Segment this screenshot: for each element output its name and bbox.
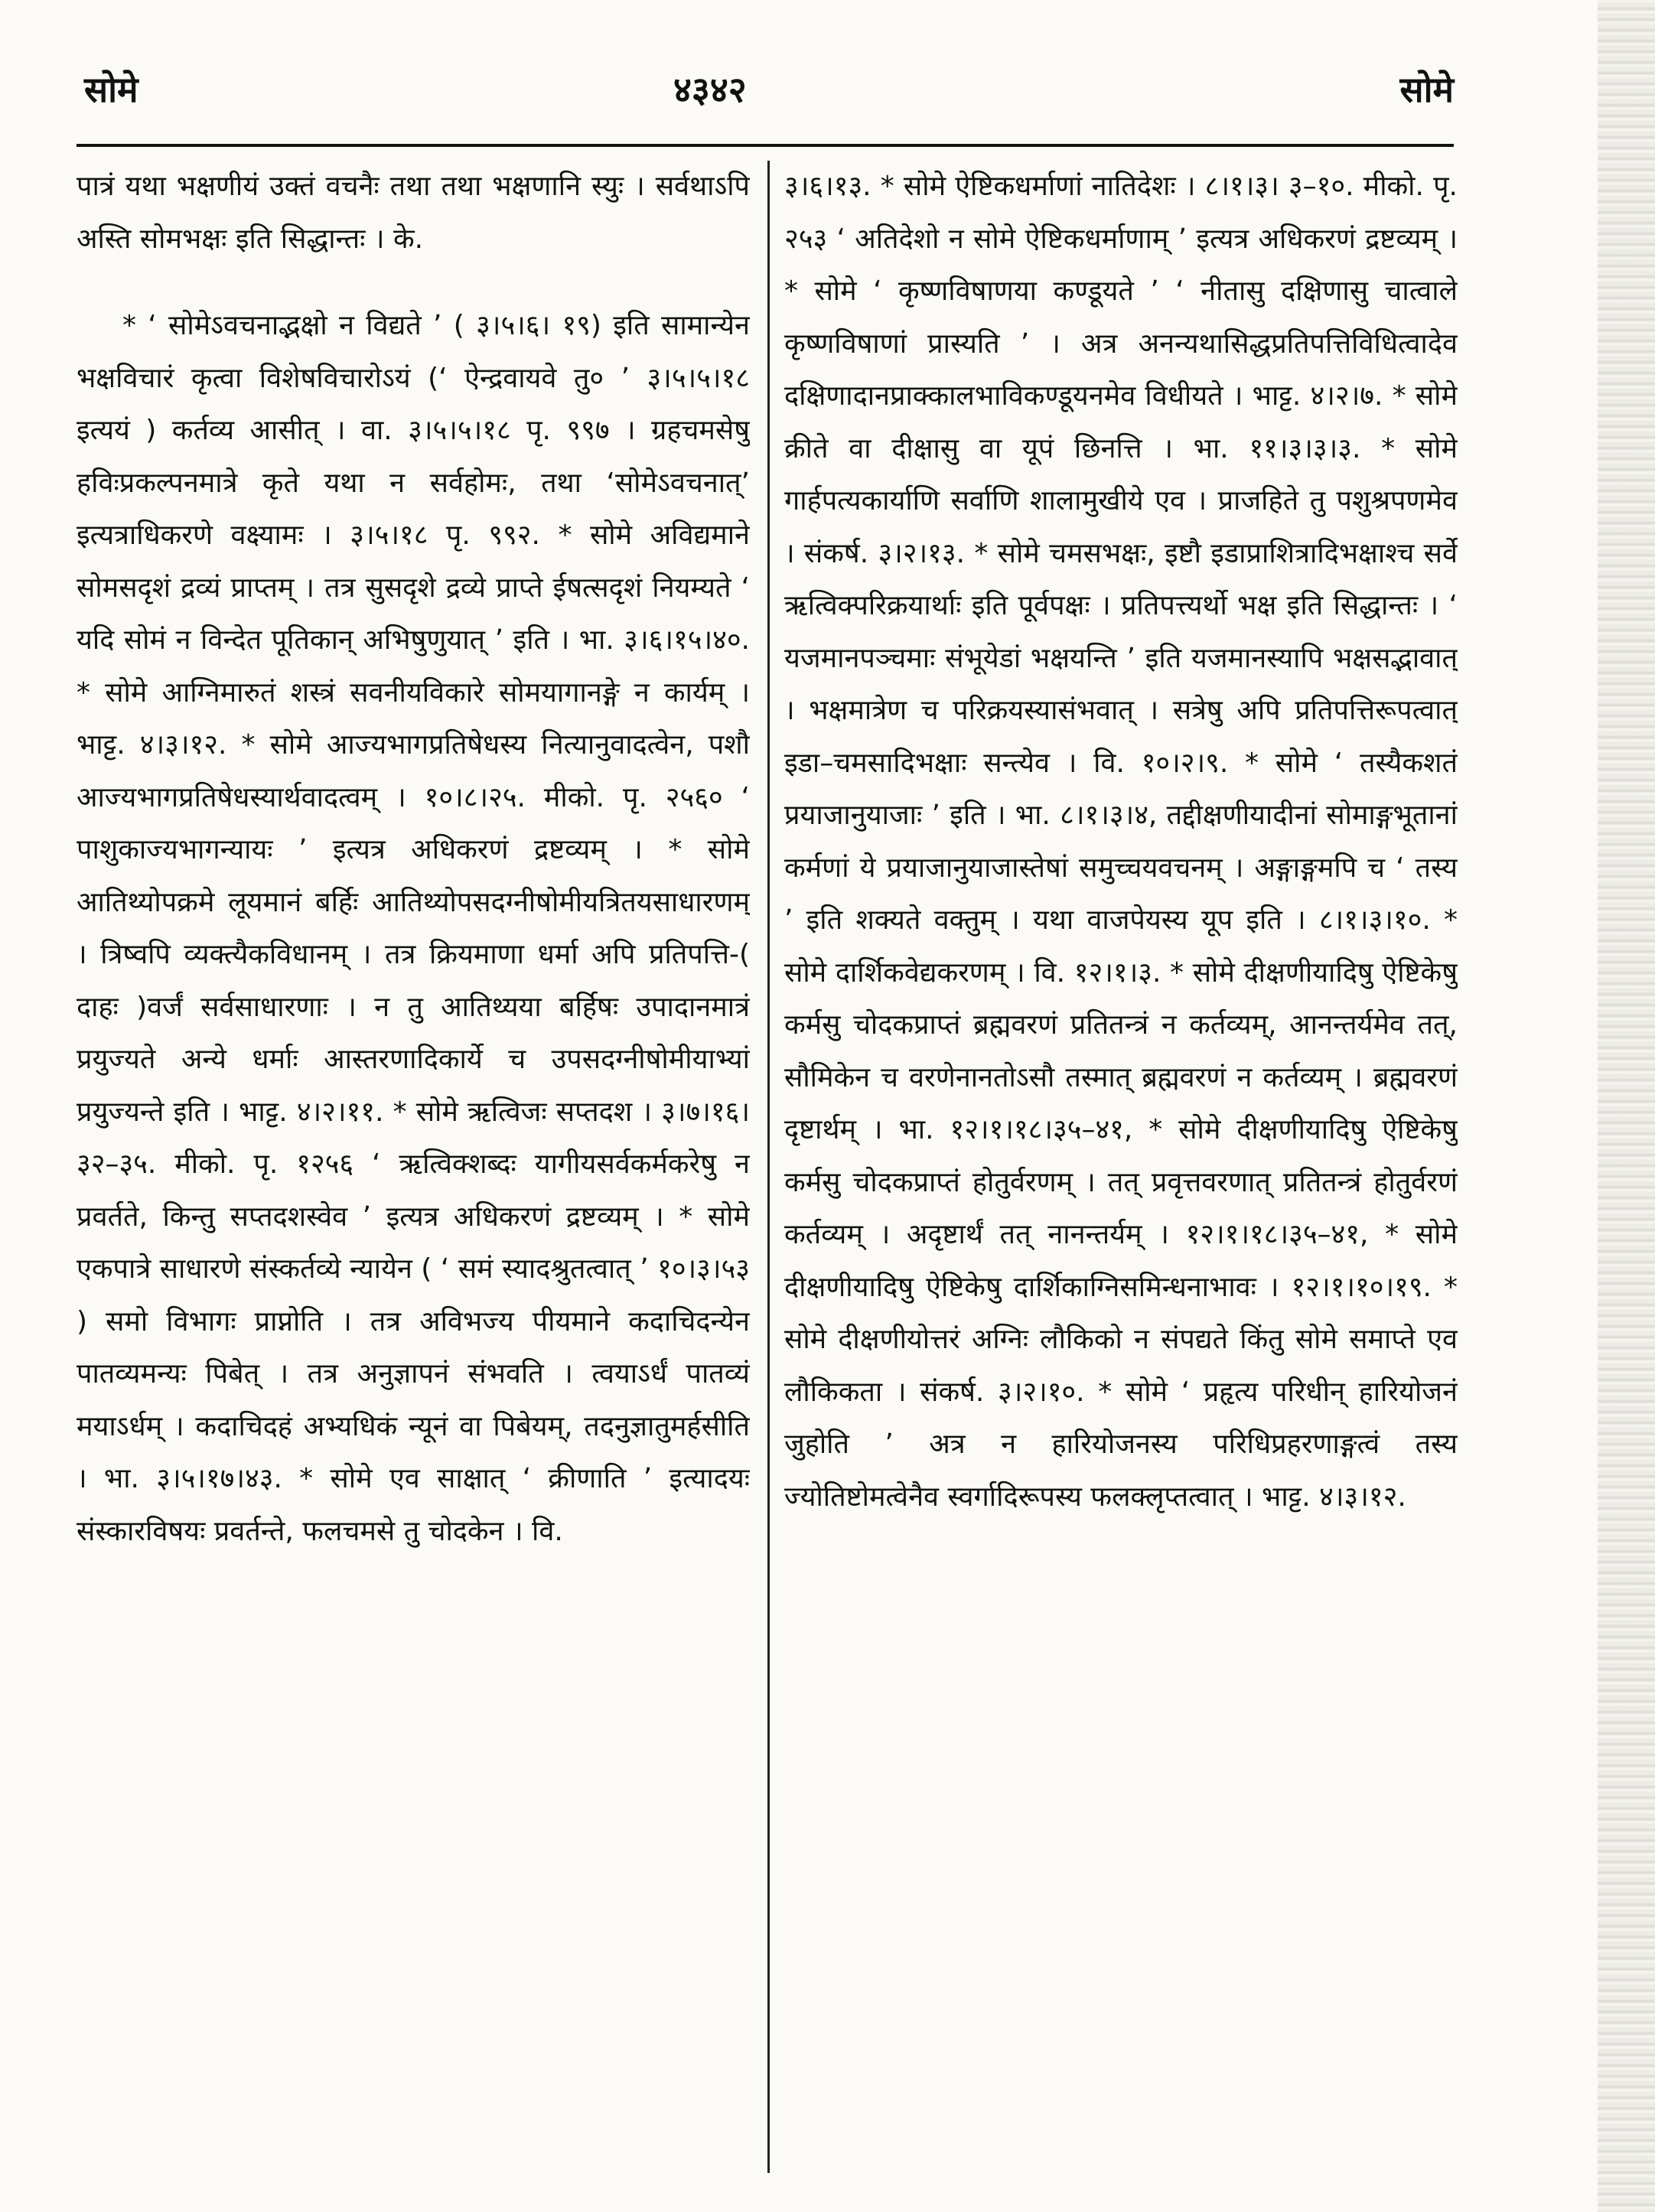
left-paragraph-1: पात्रं यथा भक्षणीयं उक्तं वचनैः तथा तथा भक्षणानि स्युः । सर्वथाऽपि अस्ति सोमभक्षः इति सिद्धान्तः । के.: [77, 171, 750, 255]
right-column: [784, 161, 1458, 2181]
page-number: ४३४२: [673, 69, 747, 110]
page-header: [61, 65, 1454, 134]
scan-edge: [1598, 0, 1655, 2212]
right-paragraph: ३।६।१३. * सोमे ऐष्टिकधर्माणां नातिदेशः । ८।१।३। ३–१०. मीको. पृ. २५३ ‘ अतिदेशो न सोमे ऐष्टिकधर्माणाम् ’ इत्यत्र अधिकरणं द्रष्टव्यम् । * सोमे ‘ कृष्णविषाणया कण्डूयते ’ ‘ नीतासु दक्षिणासु चात्वाले कृष्णविषाणां प्रास्यति ’ । अत्र अनन्यथासिद्धप्रतिपत्तिविधित्वादेव दक्षिणादानप्राक्कालभाविकण्डूयनमेव विधीयते । भाट्ट. ४।२।७. * सोमे क्रीते वा दीक्षासु वा यूपं छिनत्ति । भा. ११।३।३।३. * सोमे गार्हपत्यकार्याणि सर्वाणि शालामुखीये एव । प्राजहिते तु पशुश्रपणमेव । संकर्ष. ३।२।१३. * सोमे चमसभक्षः, इष्टौ इडाप्राशित्रादिभक्षाश्च सर्वे ऋत्विक्परिक्रयार्थाः इति पूर्वपक्षः । प्रतिपत्त्यर्थो भक्ष इति सिद्धान्तः । ‘ यजमानपञ्चमाः संभूयेडां भक्षयन्ति ’ इति यजमानस्यापि भक्षसद्भावात् । भक्षमात्रेण च परिक्रयस्यासंभवात् । सत्रेषु अपि प्रतिपत्तिरूपत्वात् इडा–चमसादिभक्षाः सन्त्येव । वि. १०।२।९. * सोमे ‘ तस्यैकशतं प्रयाजानुयाजाः ’ इति । भा. ८।१।३।४, तद्दीक्षणीयादीनां सोमाङ्गभूतानां कर्मणां ये प्रयाजानुयाजास्तेषां समुच्चयवचनम् । अङ्गाङ्गमपि च ‘ तस्य ’ इति शक्यते वक्तुम् । यथा वाजपेयस्य यूप इति । ८।१।३।१०. * सोमे दार्शिकवेद्यकरणम् । वि. १२।१।३. * सोमे दीक्षणीयादिषु ऐष्टिकेषु कर्मसु चोदकप्राप्तं ब्रह्मवरणं प्रतितन्त्रं न कर्तव्यम्, आनन्तर्यमेव तत्, सौमिकेन च वरणेनानतोऽसौ तस्मात् ब्रह्मवरणं न कर्तव्यम् । ब्रह्मवरणं दृष्टार्थम् । भा. १२।१।१८।३५–४१, * सोमे दीक्षणीयादिषु ऐष्टिकेषु कर्मसु चोदकप्राप्तं होतुर्वरणम् । तत् प्रवृत्तवरणात् प्रतितन्त्रं होतुर्वरणं कर्तव्यम् । अदृष्टार्थं तत् नानन्तर्यम् । १२।१।१८।३५–४१, * सोमे दीक्षणीयादिषु ऐष्टिकेषु दार्शिकाग्निसमिन्धनाभावः । १२।१।१०।१९. * सोमे दीक्षणीयोत्तरं अग्निः लौकिको न संपद्यते किंतु सोमे समाप्ते एव लौकिकता । संकर्ष. ३।२।१०. * सोमे ‘ प्रहृत्य परिधीन् हारियोजनं जुहोति ’ अत्र न हारियोजनस्य परिधिप्रहरणाङ्गत्वं तस्य ज्योतिष्टोमत्वेनैव स्वर्गादिरूपस्य फलक्लृप्तत्वात् । भाट्ट. ४।३।१२.: [784, 171, 1458, 1513]
running-head-left: सोमे: [84, 69, 138, 110]
running-head-right: सोमे: [1399, 69, 1454, 110]
header-rule: [77, 144, 1454, 147]
left-column: [77, 161, 750, 2181]
column-divider: [767, 161, 770, 2173]
left-paragraph-2: * ‘ सोमेऽवचनाद्भक्षो न विद्यते ’ ( ३।५।६। १९) इति सामान्येन भक्षविचारं कृत्वा विशेषविचारोऽयं (‘ ऐन्द्रवायवे तु० ’ ३।५।५।१८ इत्ययं ) कर्तव्य आसीत् । वा. ३।५।५।१८ पृ. ९९७ । ग्रहचमसेषु हविःप्रकल्पनमात्रे कृते यथा न सर्वहोमः, तथा ‘सोमेऽवचनात्’ इत्यत्राधिकरणे वक्ष्यामः । ३।५।१८ पृ. ९९२. * सोमे अविद्यमाने सोमसदृशं द्रव्यं प्राप्तम् । तत्र सुसदृशे द्रव्ये प्राप्ते ईषत्सदृशं नियम्यते ‘ यदि सोमं न विन्देत पूतिकान् अभिषुणुयात् ’ इति । भा. ३।६।१५।४०. * सोमे आग्निमारुतं शस्त्रं सवनीयविकारे सोमयागानङ्गे न कार्यम् । भाट्ट. ४।३।१२. * सोमे आज्यभागप्रतिषेधस्य नित्यानुवादत्वेन, पशौ आज्यभागप्रतिषेधस्यार्थवादत्वम् । १०।८।२५. मीको. पृ. २५६० ‘ पाशुकाज्यभागन्यायः ’ इत्यत्र अधिकरणं द्रष्टव्यम् । * सोमे आतिथ्योपक्रमे लूयमानं बर्हिः आतिथ्योपसदग्नीषोमीयत्रितयसाधारणम् । त्रिष्वपि व्यक्त्यैकविधानम् । तत्र क्रियमाणा धर्मा अपि प्रतिपत्ति-( दाहः )वर्जं सर्वसाधारणाः । न तु आतिथ्यया बर्हिषः उपादानमात्रं प्रयुज्यते अन्ये धर्माः आस्तरणादिकार्ये च उपसदग्नीषोमीयाभ्यां प्रयुज्यन्ते इति । भाट्ट. ४।२।११. * सोमे ऋत्विजः सप्तदश । ३।७।१६।३२–३५. मीको. पृ. १२५६ ‘ ऋत्विक्शब्दः यागीयसर्वकर्मकरेषु न प्रवर्तते, किन्तु सप्तदशस्वेव ’ इत्यत्र अधिकरणं द्रष्टव्यम् । * सोमे एकपात्रे साधारणे संस्कर्तव्ये न्यायेन ( ‘ समं स्यादश्रुतत्वात् ’ १०।३।५३ ) समो विभागः प्राप्नोति । तत्र अविभज्य पीयमाने कदाचिदन्येन पातव्यमन्यः पिबेत् । तत्र अनुज्ञापनं संभवति । त्वयाऽर्धं पातव्यं मयाऽर्धम् । कदाचिदहं अभ्यधिकं न्यूनं वा पिबेयम्, तदनुज्ञातुमर्हसीति । भा. ३।५।१७।४३. * सोमे एव साक्षात् ‘ क्रीणाति ’ इत्यादयः संस्कारविषयः प्रवर्तन्ते, फलचमसे तु चोदकेन । वि.: [77, 310, 750, 1547]
